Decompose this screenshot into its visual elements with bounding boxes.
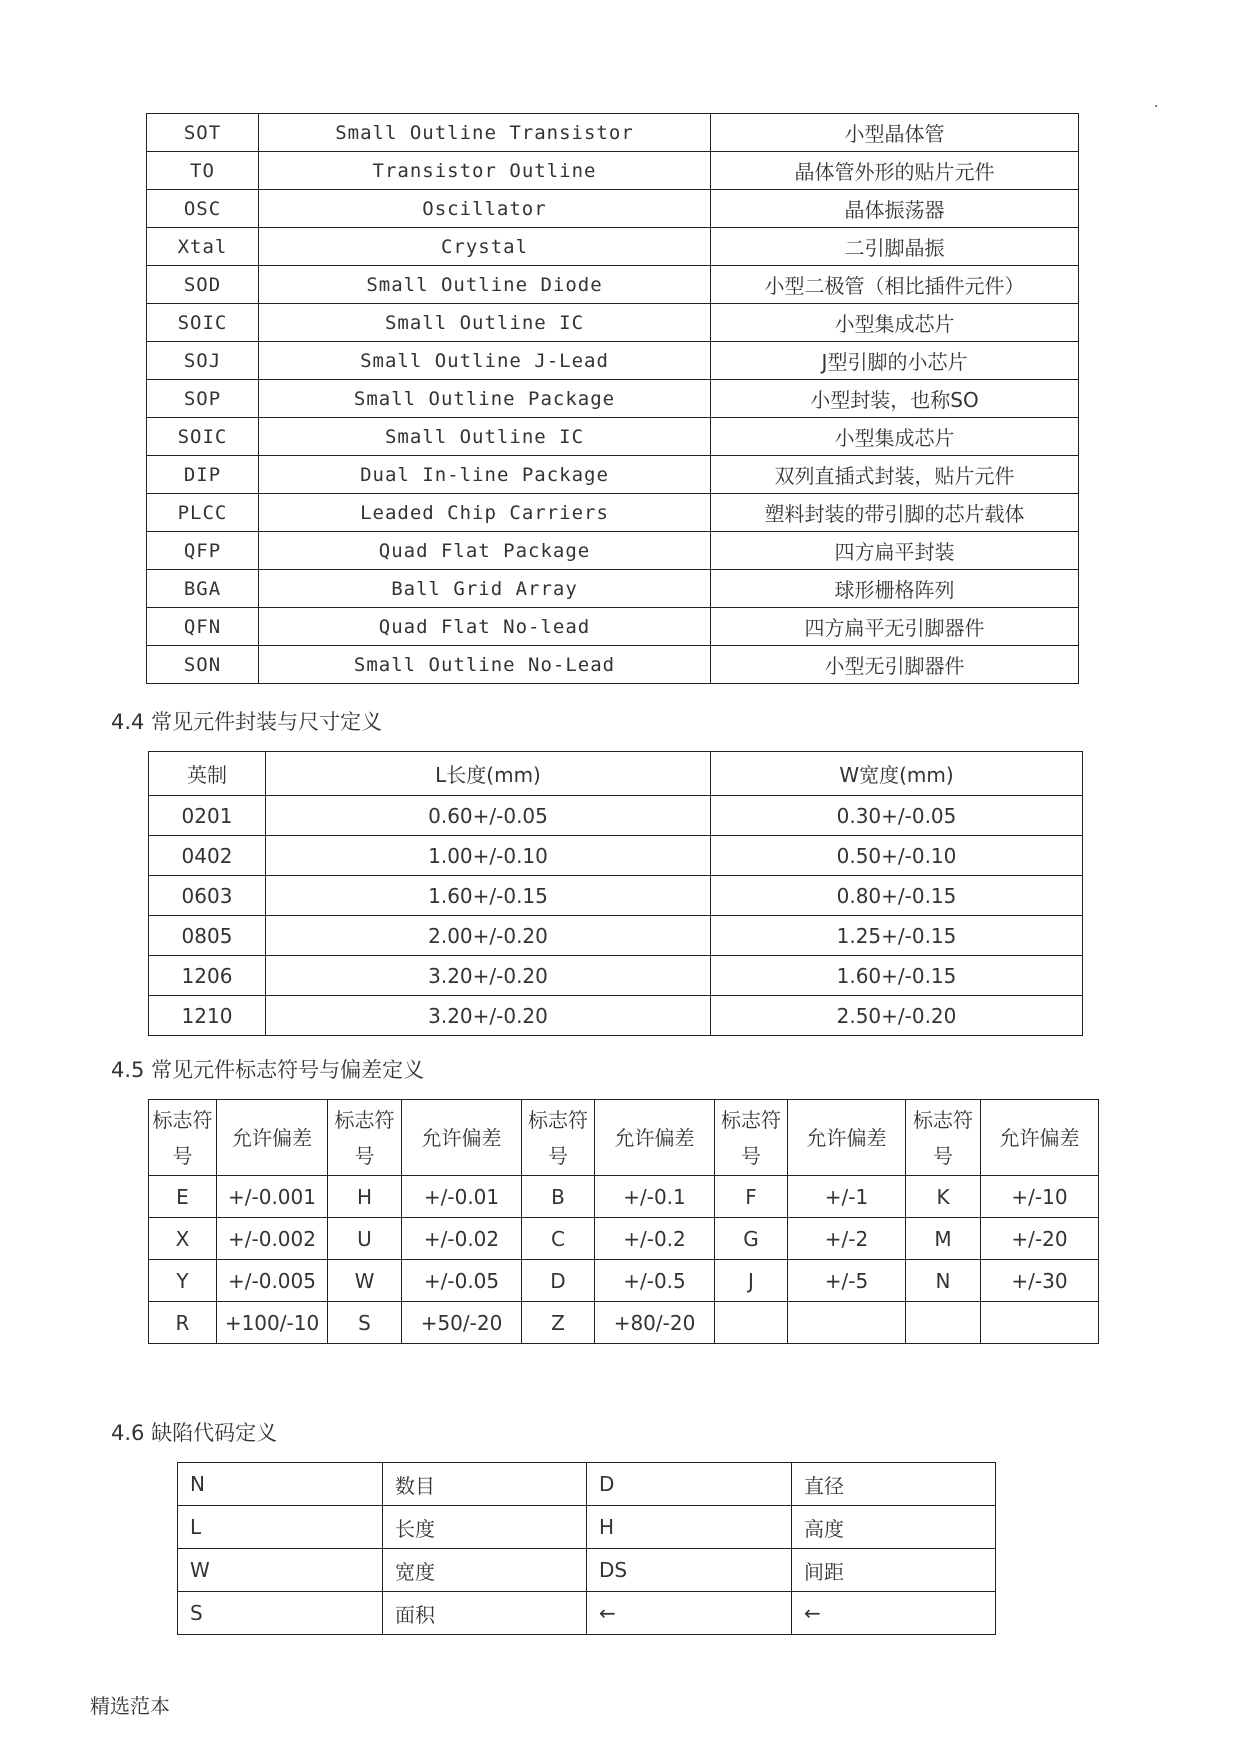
package-english: Small Outline Diode [259,266,711,304]
package-chinese: J型引脚的小芯片 [711,342,1079,380]
package-table [146,113,1079,684]
size-code: 1206 [149,956,266,996]
tolerance-value: +100/-10 [217,1302,328,1344]
package-english: Small Outline Package [259,380,711,418]
defect-code: L [178,1506,383,1549]
tolerance-value: +/-10 [981,1176,1099,1218]
tolerance-value: +/-30 [981,1260,1099,1302]
tolerance-symbol: S [328,1302,402,1344]
size-code: 0402 [149,836,266,876]
header-tolerance: 允许偏差 [217,1100,328,1176]
table-row [147,532,1079,570]
size-width: 0.50+/-0.10 [711,836,1083,876]
package-english: Small Outline IC [259,304,711,342]
package-chinese: 小型封装，也称SO [711,380,1079,418]
package-chinese: 塑料封装的带引脚的芯片载体 [711,494,1079,532]
defect-meaning: 面积 [383,1592,587,1635]
package-abbr: TO [147,152,259,190]
tolerance-symbol: E [149,1176,217,1218]
package-abbr: SOP [147,380,259,418]
table-row [147,380,1079,418]
tolerance-symbol: M [906,1218,981,1260]
table-row [149,916,1083,956]
tolerance-symbol: R [149,1302,217,1344]
defect-code: S [178,1592,383,1635]
package-abbr: SOD [147,266,259,304]
defect-meaning: 间距 [792,1549,996,1592]
package-abbr: QFN [147,608,259,646]
size-width: 0.30+/-0.05 [711,796,1083,836]
package-english: Small Outline Transistor [259,114,711,152]
package-abbr: SON [147,646,259,684]
tolerance-value: +/-0.01 [402,1176,522,1218]
package-chinese: 小型无引脚器件 [711,646,1079,684]
package-abbr: OSC [147,190,259,228]
package-abbr: PLCC [147,494,259,532]
table-row [149,1218,1099,1260]
package-abbr: QFP [147,532,259,570]
defect-meaning: 数目 [383,1463,587,1506]
section-4-6-heading: 4.6 缺陷代码定义 [111,1421,278,1445]
header-symbol: 标志符号 [149,1100,217,1176]
package-abbr: BGA [147,570,259,608]
tolerance-value: +50/-20 [402,1302,522,1344]
tolerance-table [148,1099,1099,1344]
header-symbol: 标志符号 [522,1100,595,1176]
tolerance-symbol: J [715,1260,788,1302]
table-row [147,190,1079,228]
tolerance-value: +/-0.5 [595,1260,715,1302]
size-length: 1.00+/-0.10 [266,836,711,876]
size-code: 0603 [149,876,266,916]
size-width: 2.50+/-0.20 [711,996,1083,1036]
defect-code: W [178,1549,383,1592]
tolerance-value: +/-0.05 [402,1260,522,1302]
section-4-5-heading: 4.5 常见元件标志符号与偏差定义 [111,1058,425,1082]
package-english: Crystal [259,228,711,266]
size-width: 0.80+/-0.15 [711,876,1083,916]
tolerance-value: +/-20 [981,1218,1099,1260]
tolerance-symbol [715,1302,788,1344]
tolerance-value [981,1302,1099,1344]
defect-meaning: 高度 [792,1506,996,1549]
header-symbol: 标志符号 [906,1100,981,1176]
tolerance-symbol: B [522,1176,595,1218]
size-length: 3.20+/-0.20 [266,956,711,996]
table-row [147,608,1079,646]
defect-code: DS [587,1549,792,1592]
table-row [147,418,1079,456]
package-english: Quad Flat Package [259,532,711,570]
table-row [147,152,1079,190]
package-english: Ball Grid Array [259,570,711,608]
header-symbol: 标志符号 [328,1100,402,1176]
package-chinese: 晶体振荡器 [711,190,1079,228]
package-chinese: 小型晶体管 [711,114,1079,152]
package-abbr: SOIC [147,418,259,456]
package-chinese: 二引脚晶振 [711,228,1079,266]
size-length: 3.20+/-0.20 [266,996,711,1036]
package-english: Small Outline No-Lead [259,646,711,684]
size-length: 2.00+/-0.20 [266,916,711,956]
size-width: 1.25+/-0.15 [711,916,1083,956]
tolerance-symbol: W [328,1260,402,1302]
table-row [178,1463,996,1506]
table-row [147,266,1079,304]
tolerance-value: +80/-20 [595,1302,715,1344]
page-footer: 精选范本 [90,1694,170,1718]
package-english: Quad Flat No-lead [259,608,711,646]
package-chinese: 晶体管外形的贴片元件 [711,152,1079,190]
tolerance-symbol: D [522,1260,595,1302]
tolerance-value: +/-5 [788,1260,906,1302]
package-chinese: 小型二极管（相比插件元件） [711,266,1079,304]
tolerance-symbol: U [328,1218,402,1260]
package-abbr: SOJ [147,342,259,380]
size-table [148,751,1083,1036]
arrow-left-icon: ← [792,1592,996,1635]
package-chinese: 球形栅格阵列 [711,570,1079,608]
package-chinese: 四方扁平封装 [711,532,1079,570]
size-length: 1.60+/-0.15 [266,876,711,916]
table-row [149,836,1083,876]
package-english: Small Outline J-Lead [259,342,711,380]
size-width: 1.60+/-0.15 [711,956,1083,996]
header-imperial: 英制 [149,752,266,796]
tolerance-value: +/-0.02 [402,1218,522,1260]
tolerance-symbol: Y [149,1260,217,1302]
tolerance-value: +/-1 [788,1176,906,1218]
package-chinese: 小型集成芯片 [711,304,1079,342]
arrow-left-icon: ← [587,1592,792,1635]
header-symbol: 标志符号 [715,1100,788,1176]
header-tolerance: 允许偏差 [981,1100,1099,1176]
package-english: Dual In-line Package [259,456,711,494]
tolerance-symbol: C [522,1218,595,1260]
table-row [147,646,1079,684]
table-row [149,996,1083,1036]
table-row [147,228,1079,266]
package-chinese: 双列直插式封装，贴片元件 [711,456,1079,494]
table-header-row [149,1100,1099,1176]
package-abbr: SOIC [147,304,259,342]
package-english: Oscillator [259,190,711,228]
table-header-row [149,752,1083,796]
header-tolerance: 允许偏差 [595,1100,715,1176]
package-english: Small Outline IC [259,418,711,456]
tolerance-value [788,1302,906,1344]
table-row [149,1260,1099,1302]
defect-code-table [177,1462,996,1635]
defect-meaning: 直径 [792,1463,996,1506]
tolerance-symbol: X [149,1218,217,1260]
table-row [178,1506,996,1549]
defect-meaning: 宽度 [383,1549,587,1592]
table-row [147,494,1079,532]
header-tolerance: 允许偏差 [402,1100,522,1176]
tolerance-symbol: N [906,1260,981,1302]
table-row [147,304,1079,342]
section-4-4-heading: 4.4 常见元件封装与尺寸定义 [111,710,383,734]
table-row [147,342,1079,380]
tolerance-symbol [906,1302,981,1344]
table-row [147,456,1079,494]
tolerance-value: +/-0.002 [217,1218,328,1260]
table-row [149,876,1083,916]
tolerance-symbol: H [328,1176,402,1218]
package-abbr: SOT [147,114,259,152]
table-row [149,956,1083,996]
tolerance-value: +/-2 [788,1218,906,1260]
table-row [149,1176,1099,1218]
size-code: 0201 [149,796,266,836]
header-tolerance: 允许偏差 [788,1100,906,1176]
tolerance-symbol: F [715,1176,788,1218]
defect-meaning: 长度 [383,1506,587,1549]
package-english: Transistor Outline [259,152,711,190]
defect-code: H [587,1506,792,1549]
tolerance-value: +/-0.1 [595,1176,715,1218]
package-abbr: Xtal [147,228,259,266]
tolerance-value: +/-0.001 [217,1176,328,1218]
tolerance-value: +/-0.005 [217,1260,328,1302]
tolerance-symbol: G [715,1218,788,1260]
tolerance-symbol: Z [522,1302,595,1344]
table-row [147,570,1079,608]
defect-code: N [178,1463,383,1506]
header-length: L长度(mm) [266,752,711,796]
table-row [178,1592,996,1635]
defect-code: D [587,1463,792,1506]
package-chinese: 小型集成芯片 [711,418,1079,456]
package-abbr: DIP [147,456,259,494]
table-row [147,114,1079,152]
header-width: W宽度(mm) [711,752,1083,796]
size-code: 1210 [149,996,266,1036]
tolerance-symbol: K [906,1176,981,1218]
table-row [149,796,1083,836]
tolerance-value: +/-0.2 [595,1218,715,1260]
size-code: 0805 [149,916,266,956]
package-chinese: 四方扁平无引脚器件 [711,608,1079,646]
size-length: 0.60+/-0.05 [266,796,711,836]
corner-mark: . [1154,95,1159,111]
package-english: Leaded Chip Carriers [259,494,711,532]
table-row [149,1302,1099,1344]
table-row [178,1549,996,1592]
